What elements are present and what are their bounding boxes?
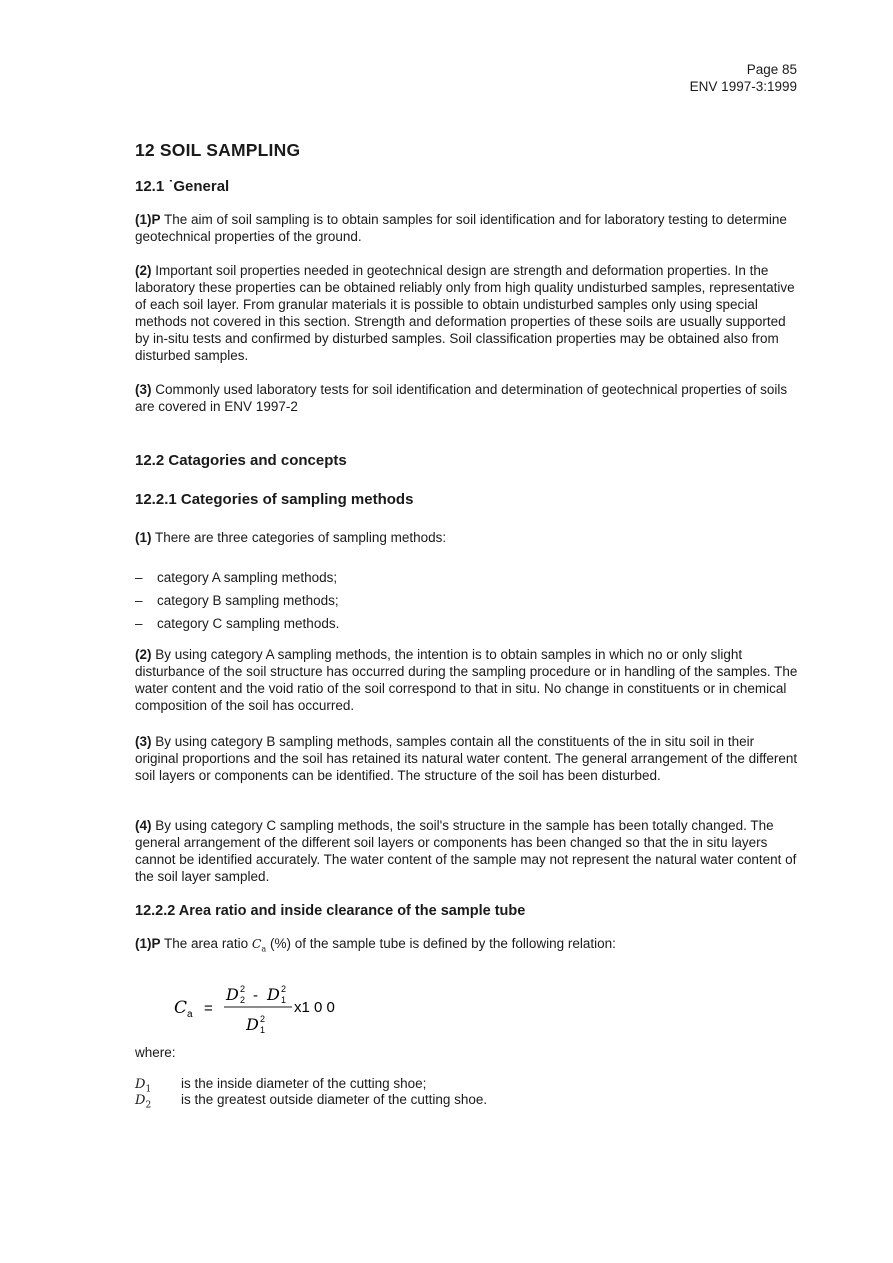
- paragraph-12-1-3: [135, 381, 800, 415]
- dash-bullet: –: [135, 570, 143, 585]
- page-number: Page 85: [746, 62, 797, 77]
- standard-code: ENV 1997-3:1999: [689, 79, 797, 94]
- symbol-d1: $D_1$: [135, 1077, 152, 1095]
- list-item: [135, 592, 339, 609]
- clause-text: Important soil properties needed in geotechnical design are strength and deformation properties. In the laboratory these properties can be obtained reliably only from high quality undisturbed samples, representative of each soil layer. From granular materials it is possible to obtain undisturbed samples only using special methods not covered in this section. Strength and deformation properties of these soils are usually supported by in-situ tests and confirmed by disturbed samples. Soil classification properties may be obtained also from disturbed samples.: [135, 263, 795, 363]
- paragraph-12-1-2: [135, 262, 800, 364]
- formula-num-d1: D: [267, 985, 280, 1004]
- definition-text: is the greatest outside diameter of the cutting shoe.: [181, 1092, 488, 1107]
- clause-number: (1)P: [135, 936, 161, 951]
- dash-bullet: –: [135, 616, 143, 631]
- heading-12-2-2: 12.2.2 Area ratio and inside clearance of the sample tube: [135, 903, 526, 919]
- clause-text-after: (%) of the sample tube is defined by the following relation:: [269, 936, 616, 951]
- clause-text-before: The area ratio: [164, 936, 249, 951]
- area-ratio-symbol: $C_a$: [251, 936, 267, 954]
- area-ratio-formula: [170, 975, 430, 1045]
- formula-num-d2-sup: 2: [240, 984, 246, 994]
- formula-num-d2: D: [226, 985, 239, 1004]
- list-item: [135, 569, 337, 586]
- clause-number: (2): [135, 263, 152, 278]
- formula-num-d2-sub: 2: [240, 995, 246, 1005]
- section-title: 12 SOIL SAMPLING: [135, 140, 301, 160]
- clause-number: (3): [135, 382, 152, 397]
- list-item-text: category A sampling methods;: [157, 570, 338, 585]
- paragraph-12-2-1-3: [135, 733, 800, 784]
- formula-num-d1-sub: 1: [281, 995, 287, 1005]
- paragraph-12-1-1: [135, 211, 800, 245]
- formula-num-d1-sup: 2: [281, 984, 287, 994]
- formula-den-d1: D: [246, 1015, 259, 1034]
- paragraph-12-2-1-2: [135, 646, 800, 714]
- formula-minus: -: [253, 987, 258, 1004]
- paragraph-12-2-1-4: [135, 817, 800, 885]
- clause-text: The aim of soil sampling is to obtain samples for soil identification and for laboratory testing to determine geotechnical properties of the ground.: [135, 212, 787, 244]
- formula-den-sup: 2: [260, 1014, 266, 1024]
- clause-number: (1)P: [135, 212, 161, 227]
- heading-12-2: 12.2 Catagories and concepts: [135, 452, 347, 469]
- clause-number: (4): [135, 818, 152, 833]
- formula-multiplier: x1 0 0: [294, 999, 335, 1016]
- clause-number: (3): [135, 734, 152, 749]
- definition-d2: [135, 1091, 487, 1115]
- paragraph-12-2-2-1: [135, 935, 800, 958]
- clause-text: There are three categories of sampling methods:: [155, 530, 447, 545]
- clause-number: (2): [135, 647, 152, 662]
- formula-den-sub: 1: [260, 1025, 266, 1035]
- list-item-text: category B sampling methods;: [157, 593, 339, 608]
- clause-text: By using category C sampling methods, the soil's structure in the sample has been totally changed. The general arrangement of the different soil layers or components has been changed so that the in situ layers cannot be identified accurately. The water content of the sample may not represent the natural water content of the soil layer sampled.: [135, 818, 797, 884]
- list-item-text: category C sampling methods.: [157, 616, 340, 631]
- heading-12-2-1: 12.2.1 Categories of sampling methods: [135, 491, 414, 508]
- formula-lhs-sub: a: [187, 1009, 193, 1020]
- list-item: [135, 615, 339, 632]
- formula-lhs: C: [174, 998, 188, 1018]
- clause-text: By using category B sampling methods, samples contain all the constituents of the in situ soil in their original proportions and the soil has retained its natural water content. The general arrangement of the different soil layers or components can be identified. The structure of the soil has been disturbed.: [135, 734, 798, 783]
- where-label: where:: [135, 1045, 176, 1060]
- clause-number: (1): [135, 530, 152, 545]
- page-header: [690, 61, 797, 95]
- dash-bullet: –: [135, 593, 143, 608]
- definition-text: is the inside diameter of the cutting shoe;: [181, 1076, 427, 1091]
- clause-text: By using category A sampling methods, the intention is to obtain samples in which no or only slight disturbance of the soil structure has occurred during the sampling procedure or in handling of the samples. The water content and the void ratio of the soil correspond to that in situ. No change in constituents or in chemical composition of the soil has occurred.: [135, 647, 798, 713]
- formula-equals: =: [204, 1000, 213, 1017]
- paragraph-12-2-1-1: [135, 529, 800, 546]
- symbol-d2: $D_2$: [135, 1093, 152, 1111]
- heading-12-1: 12.1 ˙General: [135, 178, 230, 195]
- clause-text: Commonly used laboratory tests for soil identification and determination of geotechnical properties of soils are covered in ENV 1997-2: [135, 382, 788, 414]
